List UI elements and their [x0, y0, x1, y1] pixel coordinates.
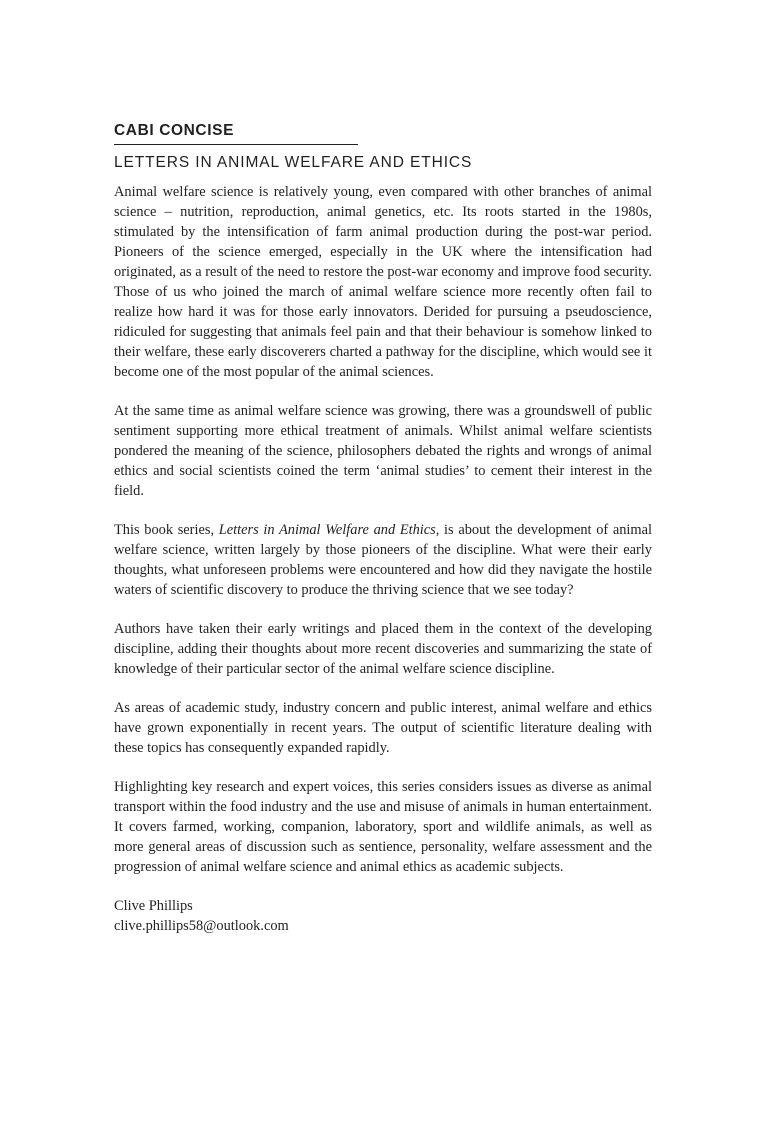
paragraph-3-lead: This book series,: [114, 522, 219, 538]
author-name: Clive Phillips: [114, 898, 193, 914]
series-label: CABI CONCISE: [114, 122, 235, 139]
author-email: clive.phillips58@outlook.com: [114, 918, 289, 934]
page-content: [114, 122, 652, 936]
paragraph-3: [114, 520, 652, 600]
paragraph-6: Highlighting key research and expert voices, this series considers issues as diverse as animal transport within the food industry and the use and misuse of animals in human entertainment. It covers farmed, working, companion, laboratory, sport and wildlife animals, as well as more general areas of discussion such as sentience, personality, welfare assessment and the progression of animal welfare science and animal ethics as academic subjects.: [114, 779, 652, 875]
series-name-italic: Letters in Animal Welfare and Ethics: [218, 522, 436, 538]
paragraph-5: As areas of academic study, industry concern and public interest, animal welfare and ethics have grown exponentially in recent years. The output of scientific literature dealing with these topics has consequently expanded rapidly.: [114, 700, 652, 756]
paragraph-3-rest: , is about the development of animal welfare science, written largely by those pioneers of the discipline. What were their early thoughts, what unforeseen problems were encountered and how did they navigate the hostile waters of scientific discovery to produce the thriving science that we see today?: [114, 522, 653, 598]
series-title: LETTERS IN ANIMAL WELFARE AND ETHICS: [114, 154, 473, 171]
paragraph-4: Authors have taken their early writings and placed them in the context of the developing discipline, adding their thoughts about more recent discoveries and summarizing the state of knowledge of their particular sector of the animal welfare science discipline.: [114, 621, 652, 677]
signature-block: [114, 896, 652, 936]
paragraph-1: Animal welfare science is relatively young, even compared with other branches of animal science – nutrition, reproduction, animal genetics, etc. Its roots started in the 1980s, stimulated by the intensification of farm animal production during the post-war period. Pioneers of the science emerged, especially in the UK where the intensification had originated, as a result of the need to restore the post-war economy and improve food security. Those of us who joined the march of animal welfare science more recently often fail to realize how hard it was for those early innovators. Derided for pursuing a pseudoscience, ridiculed for suggesting that animals feel pain and that their behaviour is somehow linked to their welfare, these early discoverers charted a pathway for the discipline, which would see it become one of the most popular of the animal sciences.: [114, 184, 652, 380]
paragraph-2: At the same time as animal welfare science was growing, there was a groundswell of public sentiment supporting more ethical treatment of animals. Whilst animal welfare scientists pondered the meaning of the science, philosophers debated the rights and wrongs of animal ethics and social scientists coined the term ‘animal studies’ to cement their interest in the field.: [114, 403, 652, 499]
header-rule: [114, 144, 358, 145]
